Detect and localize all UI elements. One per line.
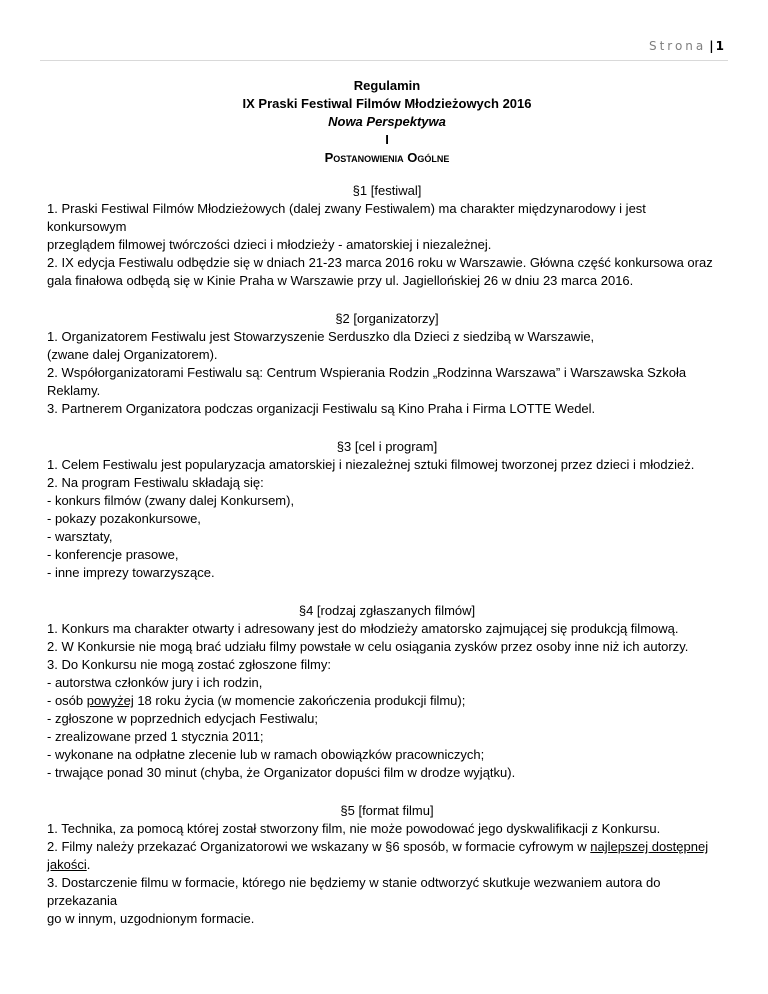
section-heading: §5 [format filmu] — [340, 803, 434, 818]
list-item: - inne imprezy towarzyszące. — [47, 565, 215, 580]
section-3 — [47, 438, 727, 582]
paragraph-line: 2. Na program Festiwalu składają się: — [47, 475, 264, 490]
list-item: - zgłoszone w poprzednich edycjach Festiwalu; — [47, 711, 318, 726]
paragraph-line: 1. Praski Festiwal Filmów Młodzieżowych (dalej zwany Festiwalem) ma charakter międzynarodowy i jest konkursowym — [47, 201, 646, 234]
list-item: - konferencje prasowe, — [47, 547, 179, 562]
underlined-text: najlepszej dostępnej — [590, 839, 709, 854]
list-item — [47, 692, 727, 710]
section-5 — [47, 802, 727, 928]
paragraph-line: gala finałowa odbędą się w Kinie Praha w Warszawie przy ul. Jagiellońskiej 26 w dniu 23 marca 2016. — [47, 273, 634, 288]
section-4 — [47, 602, 727, 782]
list-item: - warsztaty, — [47, 529, 113, 544]
chapter-title: Postanowienia Ogólne — [324, 150, 450, 165]
paragraph-line: 1. Konkurs ma charakter otwarty i adresowany jest do młodzieży amatorsko zajmującej się produkcją filmową. — [47, 621, 679, 636]
underlined-text: powyżej — [86, 693, 134, 708]
chapter-number: I — [385, 132, 389, 147]
text-run: 2. Filmy należy przekazać Organizatorowi we wskazany w §6 sposób, w formacie cyfrowym w — [47, 839, 591, 854]
paragraph-line: 2. IX edycja Festiwalu odbędzie się w dniach 21-23 marca 2016 roku w Warszawie. Główna część konkursowa oraz — [47, 255, 713, 270]
section-heading: §4 [rodzaj zgłaszanych filmów] — [298, 603, 476, 618]
text-run: - osób — [47, 693, 87, 708]
paragraph-line — [47, 856, 727, 874]
page-separator: | — [709, 39, 714, 53]
text-run: . — [86, 857, 91, 872]
list-item: - wykonane na odpłatne zlecenie lub w ramach obowiązków pracowniczych; — [47, 747, 485, 762]
section-heading: §1 [festiwal] — [352, 183, 422, 198]
paragraph-line: go w innym, uzgodnionym formacie. — [47, 911, 255, 926]
paragraph-line: (zwane dalej Organizatorem). — [47, 347, 218, 362]
doc-title: Regulamin — [353, 78, 421, 93]
paragraph-line: 3. Do Konkursu nie mogą zostać zgłoszone filmy: — [47, 657, 331, 672]
paragraph-line: 3. Partnerem Organizatora podczas organizacji Festiwalu są Kino Praha i Firma LOTTE Wedel. — [47, 401, 596, 416]
paragraph-line: Reklamy. — [47, 383, 101, 398]
paragraph-line: 1. Organizatorem Festiwalu jest Stowarzyszenie Serduszko dla Dzieci z siedzibą w Warszawie, — [47, 329, 595, 344]
page-number: 1 — [715, 39, 724, 53]
paragraph-line: 2. Współorganizatorami Festiwalu są: Centrum Wspierania Rodzin „Rodzinna Warszawa” i Warszawska Szkoła — [47, 365, 687, 380]
page-label: Strona — [648, 39, 707, 53]
text-run: 18 roku życia (w momencie zakończenia produkcji filmu); — [133, 693, 466, 708]
list-item: - autorstwa członków jury i ich rodzin, — [47, 675, 263, 690]
underlined-text: jakości — [47, 857, 87, 872]
document-body — [47, 75, 727, 928]
paragraph-line: 2. W Konkursie nie mogą brać udziału filmy powstałe w celu osiągania zysków przez osoby inne niż ich autorzy. — [47, 639, 689, 654]
paragraph-line: przeglądem filmowej twórczości dzieci i młodzieży - amatorskiej i niezależnej. — [47, 237, 492, 252]
section-2 — [47, 310, 727, 418]
section-heading: §2 [organizatorzy] — [335, 311, 439, 326]
page-header — [649, 39, 724, 53]
title-block — [47, 77, 727, 167]
list-item: - trwające ponad 30 minut (chyba, że Organizator dopuści film w drodze wyjątku). — [47, 765, 516, 780]
list-item: - zrealizowane przed 1 stycznia 2011; — [47, 729, 264, 744]
list-item: - konkurs filmów (zwany dalej Konkursem), — [47, 493, 295, 508]
list-item: - pokazy pozakonkursowe, — [47, 511, 201, 526]
section-1 — [47, 182, 727, 290]
festival-name: IX Praski Festiwal Filmów Młodzieżowych 2016 — [242, 96, 532, 111]
section-heading: §3 [cel i program] — [336, 439, 438, 454]
festival-subtitle: Nowa Perspektywa — [328, 114, 446, 129]
paragraph-line: 1. Technika, za pomocą której został stworzony film, nie może powodować jego dyskwalifikacji z Konkursu. — [47, 821, 661, 836]
paragraph-line — [47, 838, 727, 856]
paragraph-line: 1. Celem Festiwalu jest popularyzacja amatorskiej i niezależnej sztuki filmowej tworzonej przez dzieci i młodzież. — [47, 457, 695, 472]
paragraph-line: 3. Dostarczenie filmu w formacie, którego nie będziemy w stanie odtworzyć skutkuje wezwaniem autora do przekazania — [47, 875, 661, 908]
header-divider — [40, 60, 728, 61]
